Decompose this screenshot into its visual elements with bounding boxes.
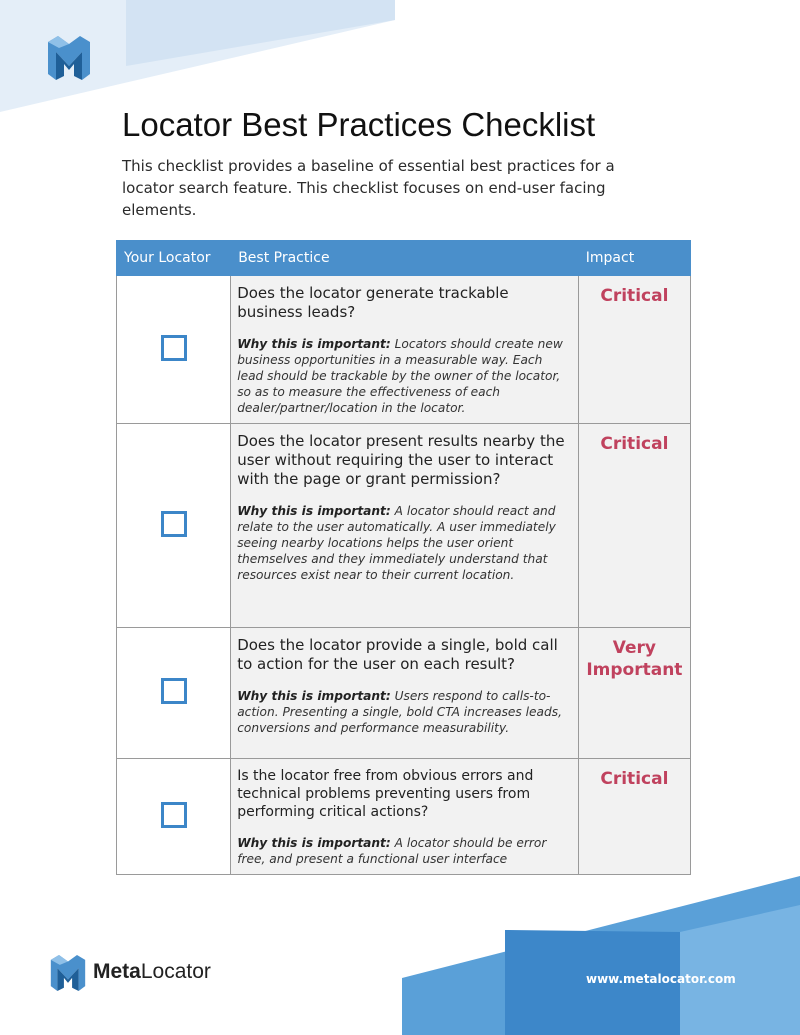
why-label: Why this is important: — [237, 689, 391, 703]
checkbox-cell — [117, 759, 231, 875]
checkbox-cell — [117, 424, 231, 628]
practice-cell — [231, 628, 579, 759]
impact-label: Critical — [600, 434, 669, 454]
intro-text: This checklist provides a baseline of essential best practices for a locator search feature. This checklist focuses on end-user facing elements. — [122, 157, 615, 219]
why-label: Why this is important: — [237, 504, 391, 518]
checkbox[interactable] — [161, 335, 187, 361]
why-important-text — [237, 503, 572, 583]
column-header-best-practice: Best Practice — [231, 241, 579, 276]
table-header-row — [117, 241, 691, 276]
practice-cell — [231, 424, 579, 628]
metalocator-logo-icon — [50, 955, 86, 991]
brand-bold: Meta — [93, 960, 141, 983]
table-row — [117, 628, 691, 759]
why-description: A locator should be error free, and present a functional user interface — [237, 836, 547, 866]
checkbox[interactable] — [161, 511, 187, 537]
why-label: Why this is important: — [237, 337, 391, 351]
table-row — [117, 276, 691, 424]
why-description: A locator should react and relate to the user automatically. A user immediately seeing nearby locations helps the user orient themselves and they immediately understand that resources exist near to their current location. — [237, 504, 556, 582]
checkbox-cell — [117, 276, 231, 424]
practice-cell — [231, 759, 579, 875]
impact-cell — [578, 759, 690, 875]
checkbox-cell — [117, 628, 231, 759]
practice-question: Does the locator generate trackable business leads? — [237, 284, 509, 321]
impact-label: Very Important — [586, 638, 683, 680]
impact-cell — [578, 424, 690, 628]
practice-question: Is the locator free from obvious errors and technical problems preventing users from performing critical actions? — [237, 768, 534, 820]
table-row — [117, 424, 691, 628]
why-label: Why this is important: — [237, 836, 391, 850]
checklist-table — [116, 240, 691, 875]
column-header-your-locator: Your Locator — [117, 241, 231, 276]
impact-label: Critical — [600, 286, 669, 306]
page-title: Locator Best Practices Checklist — [122, 106, 596, 143]
metalocator-logo-icon — [48, 36, 90, 80]
why-important-text — [237, 835, 572, 867]
brand-light: Locator — [140, 960, 211, 983]
why-important-text — [237, 688, 572, 736]
why-description: Users respond to calls-to-action. Presenting a single, bold CTA increases leads, conversions and performance measurability. — [237, 689, 562, 735]
column-header-impact: Impact — [578, 241, 690, 276]
practice-question: Does the locator present results nearby the user without requiring the user to interact with the page or grant permission? — [237, 432, 565, 488]
footer-brand-name — [93, 960, 211, 984]
why-description: Locators should create new business opportunities in a measurable way. Each lead should be trackable by the owner of the locator, so as to measure the effectiveness of each dealer/partner/location in the locator. — [237, 337, 563, 415]
practice-cell — [231, 276, 579, 424]
checkbox[interactable] — [161, 678, 187, 704]
footer-url[interactable]: www.metalocator.com — [586, 972, 736, 986]
impact-cell — [578, 276, 690, 424]
table-row — [117, 759, 691, 875]
impact-label: Critical — [600, 769, 669, 789]
practice-question: Does the locator provide a single, bold call to action for the user on each result? — [237, 636, 558, 673]
impact-cell — [578, 628, 690, 759]
why-important-text — [237, 336, 572, 416]
checkbox[interactable] — [161, 802, 187, 828]
